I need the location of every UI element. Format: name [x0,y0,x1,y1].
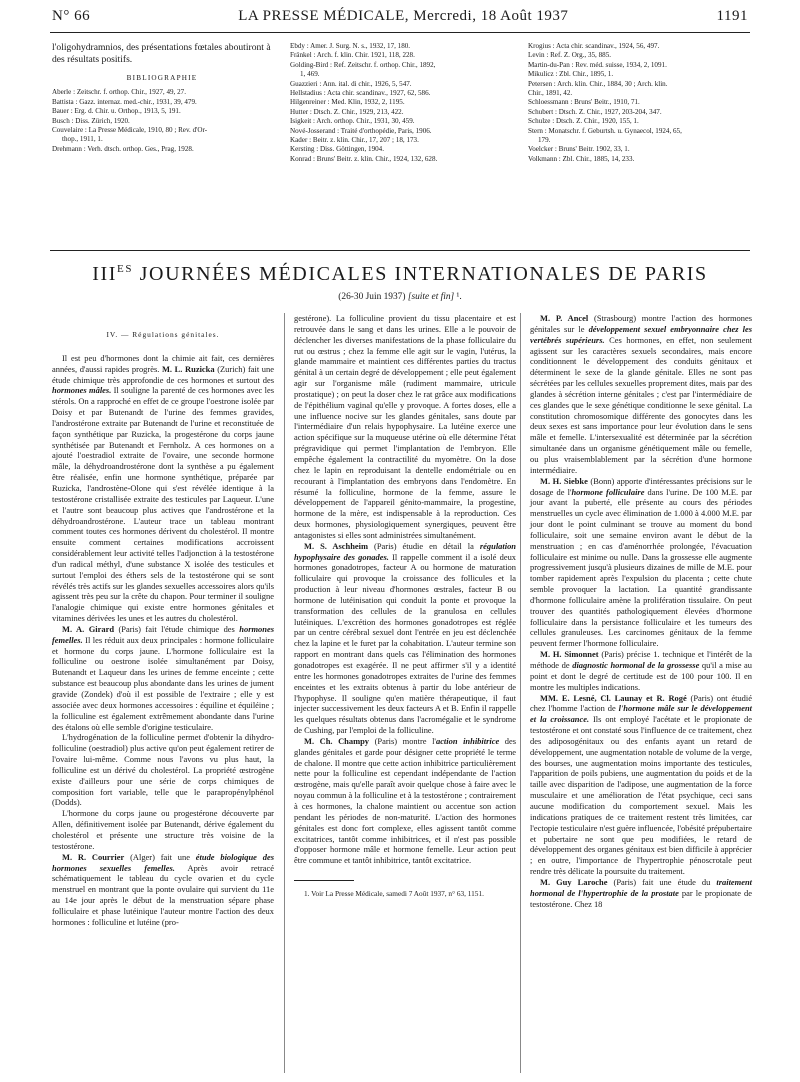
paragraph: M. A. Girard (Paris) fait l'étude chimique des hormones femelles. Il les réduit aux deux principales : hormone folliculaire et hormone du corps jaune. L'hormone folliculaire est la folliculine ou oestrone isolée simultanément par Doisy, Butenandt et Laqueur dans les urines de femme enceinte ; cette substance est beaucoup plus abondante dans les urines de jument gravide (Zondek) d'où il est possible de l'extraire ; elle y est associée avec deux hormones accessoires : équiline et équiléine ; la folliculine est également extrêmement abondante dans l'urine des étalons où elle semble d'origine testiculaire. [52,623,274,732]
article-body [52,313,752,1073]
bibliography-entry: Martin-du-Pan : Rev. méd. suisse, 1934, 2, 1091. [528,60,667,69]
bibliography-entry: Schubert : Dtsch. Z. Chir., 1927, 203-204, 347. [528,107,662,116]
bibliography-list-1 [52,88,272,154]
paragraph: M. S. Aschheim (Paris) étudie en détail la régulation hypophysaire des gonades. Il rappelle comment il a isolé deux hormones gonadotropes, facteur A ou hormone de maturation folliculaire qui provoque la croissance des follicules et la production à leur niveau d'hormones œstrales, facteur B ou hormone de lutéinisation qui conduit la ponte et provoque la transformation des cellules de la granulosa en cellules lutéiniques. L'excrétion des hormones gonadotropes est réglée par un centre cérébral sexuel dont l'entrée en jeu est déclenchée chez la lapine et le furet par la cohabitation. L'auteur termine son rapport en montrant dans quels cas l'élimination des hormones gonadotropes est exagérée. Il ne peut affirmer s'il y a identité entre les hormones gonadotropes extraites de l'urine des femmes enceintes et les extraits obtenus à partir du lobe antérieur de l'hypophyse. Il souligne qu'en matière thérapeutique, il faut injecter successivement les deux facteurs A et B. Enfin il rappelle les quelques résultats obtenus dans l'acromégalie et le syndrome de Cushing, par l'emploi de la folliculine. [294,540,517,736]
bibliography-column-1 [52,42,272,154]
bibliography-entry: Krogius : Acta chir. scandinav., 1924, 56, 497. [528,42,660,50]
bibliography-entry: Nové-Josserand : Traité d'orthopédie, Paris, 1906. [290,126,432,135]
bibliography-entry: Busch : Diss. Zürich, 1920. [52,116,130,125]
bibliography-entry: Chir., 1891, 42. [528,89,573,98]
paragraph: M. R. Courrier (Alger) fait une étude biologique des hormones sexuelles femelles. Après avoir retracé schématiquement le tableau du cycle ovarien et du cycle menstruel en montrant que la ponte ovulaire qui survient du 11e au 14e jour après le début de la menstruation sépare phase folliculaire et phase lutéinique l'auteur montre l'action des deux hormones : folliculine et lutéine (pro- [52,851,274,927]
paragraph: gestérone). La folliculine provient du tissu placentaire et est retrouvée dans le sang et dans les urines. Elle a le pouvoir de déclencher les diverses manifestations de la phase folliculaire du rut ou œstrus ; chez la femme elle agit sur le vagin, l'utérus, la glande mammaire et maintient ces différentes parties du tractus génital à un certain degré de développement ; elle peut également agir sur l'organisme mâle (rudiment mammaire, utricule prostatique) ; on peut la doser chez le rat grâce aux modifications de l'épithélium vaginal qu'elle y provoque. A fortes doses, elle a une influence nocive sur les glandes génitales, sans doute par l'intermédiaire d'un relais hypophysaire. La lutéine exerce une action spécifique sur la muqueuse utérine où elle détermine l'état prégravidique qui permet l'implantation de l'embryon. Elle empêche également la contractilité du myomètre. On la dose chez le lapin en reproduisant la dentelle endométriale ou en recourant à l'implantation des embryons dans l'endomètre. En résumé la folliculine, hormone de la femme, assure le développement de l'appareil génito-mammaire, la progestine, hormone de la mère, est indispensable à la reproduction. Ces deux hormones, physiologiquement synergiques, peuvent être antagonistes si elles sont administrées simultanément. [294,313,516,540]
section-rule [50,250,750,251]
bibliography-entry: Drehmann : Verh. dtsch. orthop. Ges., Prag, 1928. [52,144,194,153]
paragraph: MM. E. Lesné, Cl. Launay et R. Rogé (Paris) ont étudié chez l'homme l'action de l'hormone mâle sur le développement et la croissance. Ils ont employé l'acétate et le propionate de testostérone et ont constaté sous l'influence de ce traitement, chez des adiposogénitaux ou des enfants ayant un retard de développement, une augmentation notable de volume de la verge, des bourses, une augmentation moins importante des testicules, l'apparition de poils pubiens, une augmentation du poids et de la taille avec disparition de l'adipose, une augmentation de la force musculaire et une amélioration de l'état psychique, ceci sans aucune modification du comportement sexuel. Mais les indications pratiques de ce traitement restent très limitées, car l'ectopie testiculaire n'est guère influencée, l'obésité prépubertaire et pubertaire ne sont que peu modifiées, le retard de développement des organes génitaux est bien difficile à apprécier ; en outre, l'importance de l'hypertrophie pénoscrotale peut rendre très délicate la poursuite du traitement. [530,692,752,877]
bibliography-entry: Ebdy : Amer. J. Surg. N. s., 1932, 17, 180. [290,42,411,50]
bibliography-entry: Hellstadius : Acta chir. scandinav., 1927, 62, 586. [290,89,431,98]
header-rule [50,32,750,33]
bibliography-entry: Aberle : Zeitschr. f. orthop. Chir., 1927, 49, 27. [52,88,186,97]
text-column-3 [530,313,752,909]
column-divider [284,313,285,1073]
paragraph: M. H. Siebke (Bonn) apporte d'intéressantes précisions sur le dosage de l'hormone folliculaire dans l'urine. De 100 M.E. par jour avant la puberté, elle présente au cours des périodes menstruelles un cycle avec élimination de 1.000 à 4.000 M.E. par jour dont le point culminant se trouve au moment du bond folliculaire, soit une semaine environ avant le début de la menstruation ; en cas d'aménorrhée prolongée, l'évacuation folliculaire est minime ou nulle. Dans la grossesse elle augmente progressivement jusqu'à plusieurs dizaines de mille de M.E. pour tomber rapidement après l'expulsion du placenta ; cette chute semble provoquer la lactation. La quantité grandissante d'hormone folliculaire amène la prolifération tissulaire. On peut trouver des quantités pathologiquement élevées d'hormone folliculaire dans la persistance folliculaire et les tumeurs des cellules granuleuses. Les carcinomes génitaux de la femme peuvent fermer l'hormone folliculaire. [530,475,753,649]
bibliography-entry: Hilgenreiner : Med. Klin, 1932, 2, 1195. [290,98,405,107]
bibliography-entry: thop., 1911, 1. [62,135,103,144]
bibliography-block [52,42,752,294]
paragraph: M. Guy Laroche (Paris) fait une étude du traitement hormonal de l'hypertrophie de la prostate par le propionate de testostérone. Chez 18 [530,876,752,909]
article-subtitle [0,292,800,302]
title-roman: III [92,263,118,285]
bibliography-heading: BIBLIOGRAPHIE [126,74,198,82]
bibliography-entry: Isigkeit : Arch. orthop. Chir., 1931, 30, 459. [290,117,415,126]
previous-article-ending: l'oligohydramnios, des présentations fœtales aboutiront à des résultats positifs. [52,42,271,65]
subtitle-suite: [suite et fin] [407,292,455,302]
bibliography-list-3 [528,42,752,164]
bibliography-entry: Schulze : Dtsch. Z. Chir., 1920, 155, 1. [528,117,639,126]
bibliography-entry: Schloessmann : Bruns' Beitr., 1910, 71. [528,98,640,107]
article-title [0,263,800,286]
paragraph: M. P. Ancel (Strasbourg) montre l'action des hormones génitales sur le développement sexuel embryonnaire chez les vertébrés supérieurs. Ces hormones, en effet, non seulement agissent sur les caractères sexuels secondaires, mais encore conditionnent le développement des conduits génitaux et déterminent le sexe de la glande génitale. Elles ne sont pas sécrétées par les cellules sexuelles proprement dites, mais par des glandes à sécrétion interne génitales ; c'est par l'intermédiaire de ces glandes que le sexe génétique conditionne le sexe génital. La constitution chromosomique différente des gonocytes dans les deux sexes est sans importance pour leur évolution dans le sens mâle et femelle. L'intersexualité est déterminée par la sécrétion simultanée dans un organisme génétiquement mâle ou femelle, ou plus vraisemblablement par la sécrétion d'une hormone intermédiaire. [530,313,753,475]
subtitle-dates: (26-30 Juin 1937) [338,292,406,302]
bibliography-entry: Volkmann : Zbl. Chir., 1885, 14, 233. [528,154,635,163]
bibliography-entry: Konrad : Bruns' Beitr. z. klin. Chir., 1924, 132, 628. [290,154,438,163]
bibliography-entry: Battista : Gazz. internaz. med.-chir., 1931, 39, 479. [52,97,197,106]
bibliography-entry: Levin : Ref. Z. Org., 35, 885. [528,51,612,60]
bibliography-column-3 [528,42,752,164]
bibliography-list-2 [290,42,510,164]
footnote: 1. Voir La Presse Médicale, samedi 7 Août 1937, n° 63, 1151. [304,889,484,899]
footnote-rule [294,880,354,881]
paragraph: Il est peu d'hormones dont la chimie ait fait, ces dernières années, d'aussi rapides progrès. M. L. Ruzicka (Zurich) fait une étude chimique très approfondie de ces hormones et surtout des hormones mâles. Il souligne la parenté de ces hormones avec les stérols. On a rapproché en effet de ce groupe l'oestrone isolée par Doisy et par Butenandt de l'urine des femmes gravides, l'androstérone extraite par Butenandt de l'urine et reconstituée de façon synthétique par Ruzicka, la progestérone du corps jaune synthétisée par Butenandt et Fernholz. A ces hormones on a ajouté l'oestradiol extraite de l'ovaire, une seconde hormone mâle, la déhydroandrostérone dont la synthèse a pu également être réalisée, enfin une hormone synthétique, préparée par Ruzicka, l'androstène-Olone qui s'est révélée identique à la testostérone cristallisée extraite des testicules par Laqueur. L'une et l'autre sont beaucoup plus actives que l'androstérone et la déhydroandrostérone. L'auteur trace un tableau montrant comment toutes ces hormones dérivent du cholestérol. Il montre ensuite comment certaines modifications accroissent considérablement leur activité telles l'adjonction à la testostérone d'un radical méthyl, d'une substance X isolée des testicules et surtout l'emploi des éthers sels de la testostérone qui se sont révélés très actifs sur les glandes sexuelles accessoires alors qu'ils agissent très peu sur la crête du chapon. Pour terminer il souligne l'analogie chimique qui existe entre hormones génitales et vitamines dérivées les unes et les autres du cholestérol. [52,352,274,624]
paragraph: M. Ch. Champy (Paris) montre l'action inhibitrice des glandes génitales et garde pour désigner cette propriété le terme de chalone. Il montre que cette action inhibitrice particulièrement nette pour la folliculine est cependant indépendante de l'action œstrogène, mais qu'elle paraît avoir quelque chose à faire avec le noyau commun à la folliculine et à la testostérone ; contrairement à ces hormones, la chalone maintient ou accentue son action pendant les périodes de non-maturité. L'action des hormones génitales est donc fort complexe, elles agissent tantôt comme excitatrices, tantôt comme inhibitrices, et il n'est pas possible d'opposer hormone mâle et hormone femelle. Leur action peut être commune et tantôt inhibitrice, tantôt excitatrice. [294,735,516,866]
column-divider [520,313,521,1073]
bibliography-entry: 1, 469. [300,70,320,79]
bibliography-entry: 179. [538,136,551,145]
bibliography-entry: Golding-Bird : Ref. Zeitschr. f. orthop. Chir., 1892, [290,60,436,69]
page-number: 1191 [716,8,748,24]
paragraph: L'hormone du corps jaune ou progestérone découverte par Allen, définitivement isolée par Butenandt, dérive également du cholestérol et présente une structure très voisine de la testostérone. [52,808,274,851]
paragraph: L'hydrogénation de la folliculine permet d'obtenir la dihydro-folliculine (oestradiol) plus active qu'on peut également retirer de l'ovaire lui-même. Comme nous l'avons vu plus haut, la folliculine est un dérivé du cholestérol. La propriété œstrogène existe d'ailleurs pour une série de corps chimiques de composition fort variable, telle que le parapropénylphénol (Dodds). [52,732,274,808]
bibliography-column-2 [290,42,510,164]
section-heading: IV. — Régulations génitales. [106,330,220,339]
bibliography-entry: Hutter : Dtsch. Z. Chir., 1929, 213, 422. [290,107,404,116]
text-column-1 [52,313,274,928]
bibliography-entry: Bauer : Erg. d. Chir. u. Orthop., 1913, 5, 191. [52,107,181,116]
bibliography-entry: Kader : Beitr. z. klin. Chir., 17, 207 ; 18, 173. [290,136,419,145]
bibliography-entry: Couvelaire : La Presse Médicale, 1910, 80 ; Rev. d'Or- [52,126,208,135]
subtitle-footnote-ref: ¹. [454,292,462,302]
paragraph: M. H. Simonnet (Paris) précise 1. technique et l'intérêt de la méthode de diagnostic hormonal de la grossesse qu'il a mise au point et dont le degré de certitude est de 100 pour 100. Il en montre les multiples indications. [530,649,752,692]
bibliography-entry: Guazzieri : Ann. ital. di chir., 1926, 5, 547. [290,79,412,88]
bibliography-entry: Stern : Monatschr. f. Geburtsh. u. Gynaecol, 1924, 65, [528,126,682,135]
bibliography-entry: Fränkel : Arch. f. klin. Chir. 1921, 118, 228. [290,51,415,60]
journal-title: LA PRESSE MÉDICALE, Mercredi, 18 Août 1937 [238,8,569,24]
issue-number: N° 66 [52,8,91,24]
bibliography-entry: Mikulicz : Zbl. Chir., 1895, 1. [528,70,614,79]
bibliography-entry: Voelcker : Bruns' Beitr. 1902, 33, 1. [528,145,630,154]
bibliography-entry: Petersen : Arch. klin. Chir., 1884, 30 ; Arch. klin. [528,79,668,88]
title-superscript: ES [117,263,134,275]
text-column-2 [294,313,516,899]
page-header [52,8,748,32]
bibliography-entry: Kersting : Diss. Göttingen, 1904. [290,145,384,154]
title-text: JOURNÉES MÉDICALES INTERNATIONALES DE PARIS [133,263,708,285]
